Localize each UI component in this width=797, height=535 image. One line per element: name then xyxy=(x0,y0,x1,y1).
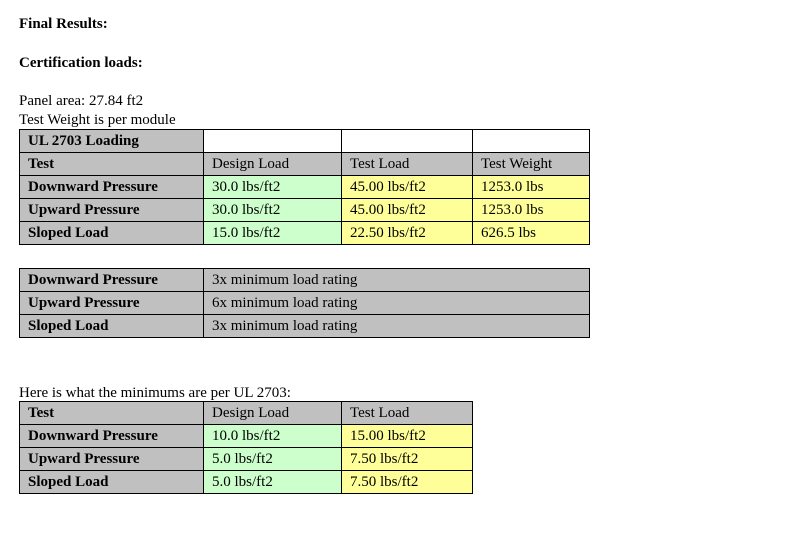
column-header-test: Test xyxy=(20,402,204,425)
table-row xyxy=(20,425,473,448)
test-weight-cell: 626.5 lbs xyxy=(473,222,590,245)
table-row xyxy=(20,222,590,245)
table-title: UL 2703 Loading xyxy=(20,130,204,153)
row-label: Sloped Load xyxy=(20,315,204,338)
header-row xyxy=(20,153,590,176)
column-header-test-load: Test Load xyxy=(342,402,473,425)
certification-loads-heading: Certification loads: xyxy=(19,55,143,71)
table-row xyxy=(20,315,590,338)
design-load-cell: 5.0 lbs/ft2 xyxy=(204,471,342,494)
row-label: Sloped Load xyxy=(20,222,204,245)
test-weight-note: Test Weight is per module xyxy=(19,112,176,128)
test-load-cell: 7.50 lbs/ft2 xyxy=(342,448,473,471)
row-label: Downward Pressure xyxy=(20,176,204,199)
table-title-row xyxy=(20,130,590,153)
row-label: Downward Pressure xyxy=(20,269,204,292)
column-header-design-load: Design Load xyxy=(204,153,342,176)
row-label: Sloped Load xyxy=(20,471,204,494)
table-row xyxy=(20,199,590,222)
table-row xyxy=(20,448,473,471)
test-load-cell: 45.00 lbs/ft2 xyxy=(342,199,473,222)
final-results-heading: Final Results: xyxy=(19,16,108,32)
test-load-cell: 15.00 lbs/ft2 xyxy=(342,425,473,448)
design-load-cell: 15.0 lbs/ft2 xyxy=(204,222,342,245)
ul-2703-loading-table xyxy=(19,129,590,245)
empty-cell xyxy=(342,130,473,153)
rating-cell: 3x minimum load rating xyxy=(204,315,590,338)
table-row xyxy=(20,269,590,292)
panel-area-text: Panel area: 27.84 ft2 xyxy=(19,93,144,109)
table-row xyxy=(20,176,590,199)
row-label: Upward Pressure xyxy=(20,199,204,222)
column-header-test: Test xyxy=(20,153,204,176)
design-load-cell: 10.0 lbs/ft2 xyxy=(204,425,342,448)
load-rating-table xyxy=(19,268,590,338)
minimums-intro-text: Here is what the minimums are per UL 2703: xyxy=(19,385,291,401)
row-label: Upward Pressure xyxy=(20,292,204,315)
header-row xyxy=(20,402,473,425)
rating-cell: 3x minimum load rating xyxy=(204,269,590,292)
test-load-cell: 45.00 lbs/ft2 xyxy=(342,176,473,199)
design-load-cell: 5.0 lbs/ft2 xyxy=(204,448,342,471)
test-weight-cell: 1253.0 lbs xyxy=(473,176,590,199)
table-row xyxy=(20,292,590,315)
column-header-test-weight: Test Weight xyxy=(473,153,590,176)
design-load-cell: 30.0 lbs/ft2 xyxy=(204,199,342,222)
table-row xyxy=(20,471,473,494)
row-label: Downward Pressure xyxy=(20,425,204,448)
test-weight-cell: 1253.0 lbs xyxy=(473,199,590,222)
rating-cell: 6x minimum load rating xyxy=(204,292,590,315)
column-header-test-load: Test Load xyxy=(342,153,473,176)
test-load-cell: 22.50 lbs/ft2 xyxy=(342,222,473,245)
empty-cell xyxy=(473,130,590,153)
empty-cell xyxy=(204,130,342,153)
minimums-table xyxy=(19,401,473,494)
design-load-cell: 30.0 lbs/ft2 xyxy=(204,176,342,199)
test-load-cell: 7.50 lbs/ft2 xyxy=(342,471,473,494)
row-label: Upward Pressure xyxy=(20,448,204,471)
column-header-design-load: Design Load xyxy=(204,402,342,425)
